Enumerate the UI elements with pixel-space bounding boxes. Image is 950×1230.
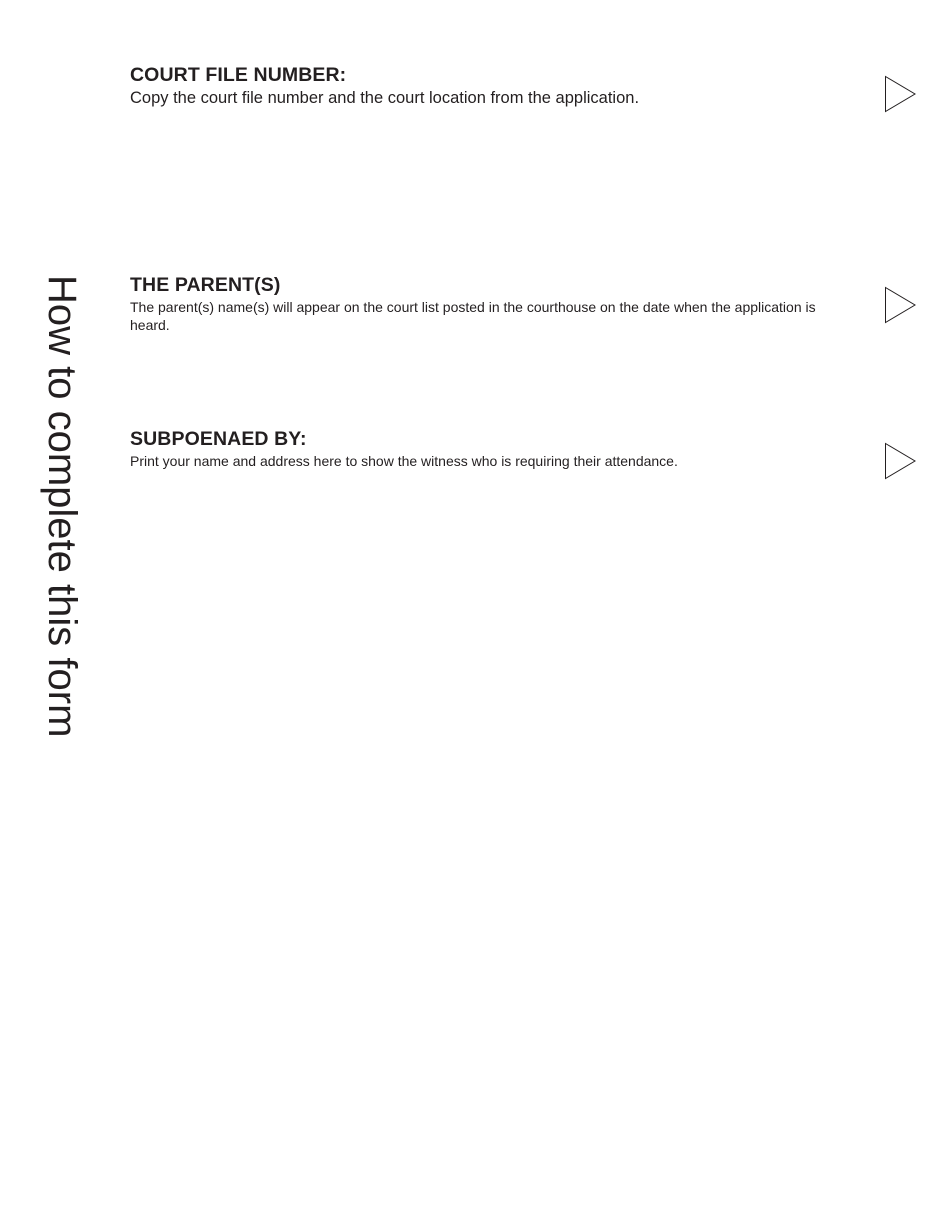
section-description: The parent(s) name(s) will appear on the court list posted in the courthouse on the date when the application is heard. <box>130 299 816 333</box>
section-description: Copy the court file number and the court location from the application. <box>130 89 640 107</box>
section-subpoenaed-by <box>130 428 820 470</box>
arrow-right-outline-icon <box>884 442 918 480</box>
section-court-file-number <box>130 64 820 108</box>
section-description: Print your name and address here to show the witness who is requiring their attendance. <box>130 453 678 469</box>
section-heading: THE PARENT(S) <box>130 274 281 296</box>
form-side-title: How to complete this form <box>40 275 84 738</box>
section-heading: COURT FILE NUMBER: <box>130 64 347 86</box>
section-parents <box>130 274 820 334</box>
section-heading: SUBPOENAED BY: <box>130 428 307 450</box>
arrow-right-outline-icon <box>884 286 918 324</box>
arrow-right-outline-icon <box>884 75 918 113</box>
